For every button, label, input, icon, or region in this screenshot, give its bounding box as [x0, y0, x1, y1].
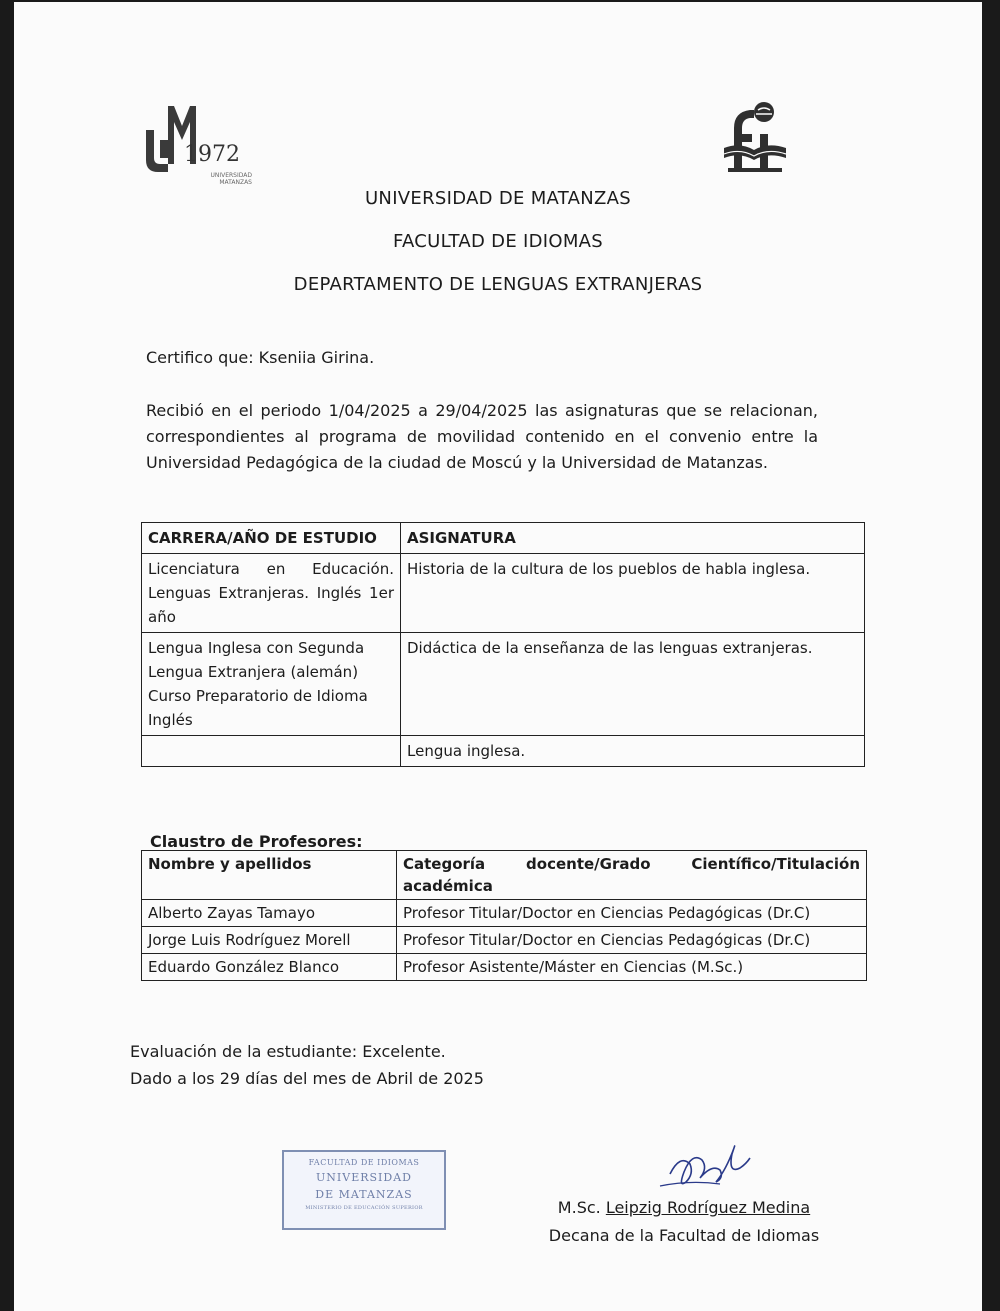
carrera-cell [142, 736, 401, 767]
header-nombre: Nombre y apellidos [142, 851, 397, 900]
categoria-cell: Profesor Titular/Doctor en Ciencias Pedagógicas (Dr.C) [397, 927, 867, 954]
faculty-logo-icon [720, 98, 790, 178]
faculty-table-label: Claustro de Profesores: [150, 832, 363, 851]
official-stamp [282, 1150, 446, 1230]
categoria-cell: Profesor Asistente/Máster en Ciencias (M.Sc.) [397, 954, 867, 981]
certificate-page [14, 2, 982, 1311]
table-row [142, 633, 865, 736]
header-carrera: CARRERA/AÑO DE ESTUDIO [142, 523, 401, 554]
university-title: UNIVERSIDAD DE MATANZAS [364, 188, 632, 209]
department-title: DEPARTAMENTO DE LENGUAS EXTRANJERAS [293, 274, 703, 295]
signer-title: Decana de la Facultad de Idiomas [548, 1226, 820, 1245]
certificate-paragraph: Recibió en el periodo 1/04/2025 a 29/04/2025 las asignaturas que se relacionan, correspondientes al programa de movilidad contenido en el convenio entre la Universidad Pedagógica de la ciudad de Moscú y la Universidad de Matanzas. [146, 401, 818, 472]
subjects-table [141, 522, 865, 767]
carrera-cell: Licenciatura en Educación. Lenguas Extranjeras. Inglés 1er año [142, 554, 401, 633]
nombre-cell: Eduardo González Blanco [142, 954, 397, 981]
categoria-cell: Profesor Titular/Doctor en Ciencias Pedagógicas (Dr.C) [397, 900, 867, 927]
asignatura-cell: Didáctica de la enseñanza de las lenguas extranjeras. [401, 633, 865, 736]
signer-block [534, 1194, 834, 1250]
stamp-line-3: DE MATANZAS [315, 1188, 413, 1201]
stamp-line-4: MINISTERIO DE EDUCACIÓN SUPERIOR [305, 1205, 423, 1211]
table-row [142, 736, 865, 767]
faculty-table [141, 850, 867, 981]
certifico-line: Certifico que: Kseniia Girina. [146, 348, 375, 367]
table-header-row [142, 523, 865, 554]
date-line: Dado a los 29 días del mes de Abril de 2025 [130, 1069, 484, 1088]
stamp-line-2: UNIVERSIDAD [316, 1171, 412, 1184]
table-row [142, 954, 867, 981]
carrera-cell: Lengua Inglesa con Segunda Lengua Extranjera (alemán) Curso Preparatorio de Idioma Inglés [142, 633, 401, 736]
nombre-cell: Alberto Zayas Tamayo [142, 900, 397, 927]
header-asignatura: ASIGNATURA [401, 523, 865, 554]
faculty-title: FACULTAD DE IDIOMAS [392, 231, 604, 252]
signer-prefix: M.Sc. [557, 1198, 601, 1217]
table-row [142, 900, 867, 927]
header-categoria: Categoría docente/Grado Científico/Titulación académica [397, 851, 867, 900]
evaluation-line: Evaluación de la estudiante: Excelente. [130, 1042, 446, 1061]
table-row [142, 554, 865, 633]
asignatura-cell: Historia de la cultura de los pueblos de habla inglesa. [401, 554, 865, 633]
table-row [142, 927, 867, 954]
stamp-line-1: FACULTAD DE IDIOMAS [308, 1158, 420, 1167]
logo-caption: UNIVERSIDAD MATANZAS [210, 172, 252, 186]
nombre-cell: Jorge Luis Rodríguez Morell [142, 927, 397, 954]
closing-block [130, 1038, 484, 1092]
asignatura-cell: Lengua inglesa. [401, 736, 865, 767]
table-header-row [142, 851, 867, 900]
signer-name-line [534, 1194, 834, 1222]
signer-name: Leipzig Rodríguez Medina [605, 1198, 811, 1217]
logo-year: 1972 [184, 142, 240, 167]
